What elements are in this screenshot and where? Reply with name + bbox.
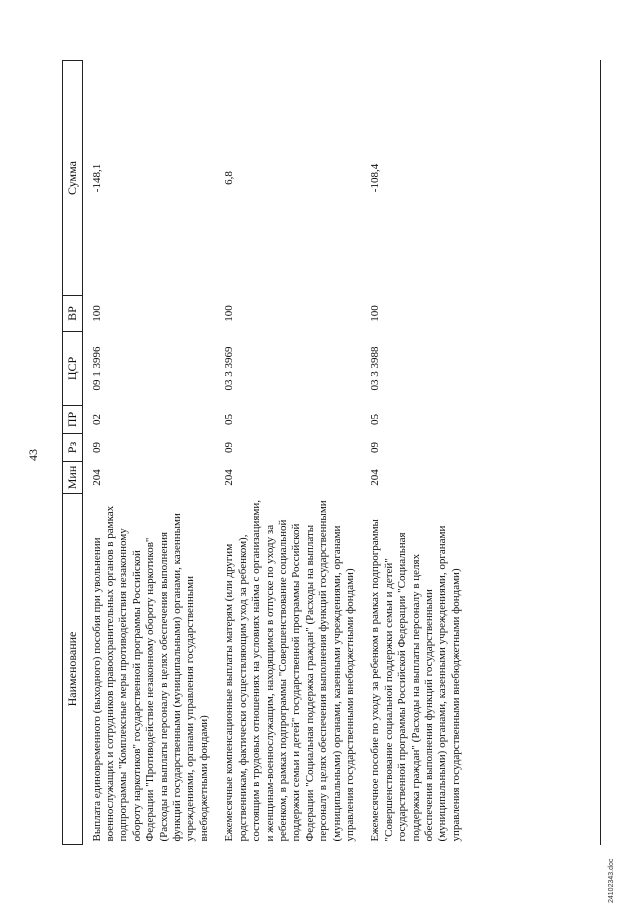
- row-name: Выплата единовременного (выходного) пособия при увольнении военнослужащих и сотрудников правоохранительных органов в рамках подпрограммы "Комплексные меры противодействия незаконному обороту наркотиков" государственной программы Российской Федерации "Противодействие незаконному обороту наркотиков" (Расходы на выплаты персоналу в целях обеспечения выполнения функций государственными (муниципальными) органами, казенными учреждениями, органами управления государственными внебюджетными фондами): [90, 505, 210, 842]
- row-name: Ежемесячное пособие по уходу за ребенком в рамках подпрограммы "Совершенствование социальной поддержки семьи и детей" государственной программы Российской Федерации "Социальная поддержка граждан" (Расходы на выплаты персоналу в целях обеспечения выполнения функций государственными (муниципальными) органами, казенными учреждениями, органами управления государственными внебюджетными фондами): [369, 519, 462, 842]
- row-min: 204: [90, 469, 103, 486]
- header-min: Мин: [63, 462, 83, 494]
- table-row: [215, 61, 361, 845]
- table-bottom-rule: [600, 60, 601, 845]
- row-vr: 100: [90, 305, 103, 322]
- row-pr: 05: [223, 414, 236, 425]
- row-csr: 09 1 3996: [90, 346, 103, 391]
- table-header-row: [63, 61, 83, 845]
- row-vr: 100: [223, 305, 236, 322]
- row-rz: 09: [223, 442, 236, 453]
- row-sum: -108,4: [369, 163, 382, 193]
- row-sum: -148,1: [90, 163, 103, 193]
- row-min: 204: [369, 469, 382, 486]
- row-vr: 100: [369, 305, 382, 322]
- header-csr: ЦСР: [63, 332, 83, 406]
- row-sum: 6,8: [223, 171, 236, 185]
- page-number: 43: [26, 449, 40, 461]
- row-csr: 03 3 3988: [369, 346, 382, 391]
- row-min: 204: [223, 469, 236, 486]
- row-pr: 02: [90, 414, 103, 425]
- header-pr: ПР: [63, 406, 83, 434]
- document-code: 24102343.doc: [608, 858, 615, 903]
- row-rz: 09: [369, 442, 382, 453]
- row-name: Ежемесячные компенсационные выплаты матерям (или другим родственникам, фактически осуществляющим уход за ребенком), состоящим в трудовых отношениях на условиях найма с организациями, и женщинам-военнослужащим, находящимся в отпуске по уходу за ребенком, в рамках подпрограммы "Совершенствование социальной поддержки семьи и детей" государственной программы Российской Федерации "Социальная поддержка граждан" (Расходы на выплаты персоналу в целях обеспечения выполнения функций государственными (муниципальными) органами, казенными учреждениями, органами управления государственными внебюджетными фондами): [223, 500, 356, 842]
- header-sum: Сумма: [63, 61, 83, 296]
- header-rz: Рз: [63, 434, 83, 462]
- row-csr: 03 3 3969: [223, 346, 236, 391]
- row-pr: 05: [369, 414, 382, 425]
- table-row: [361, 61, 467, 845]
- table-row: [82, 61, 215, 845]
- row-rz: 09: [90, 442, 103, 453]
- header-vr: ВР: [63, 296, 83, 332]
- header-name: Наименование: [63, 494, 83, 845]
- budget-table: [62, 60, 467, 845]
